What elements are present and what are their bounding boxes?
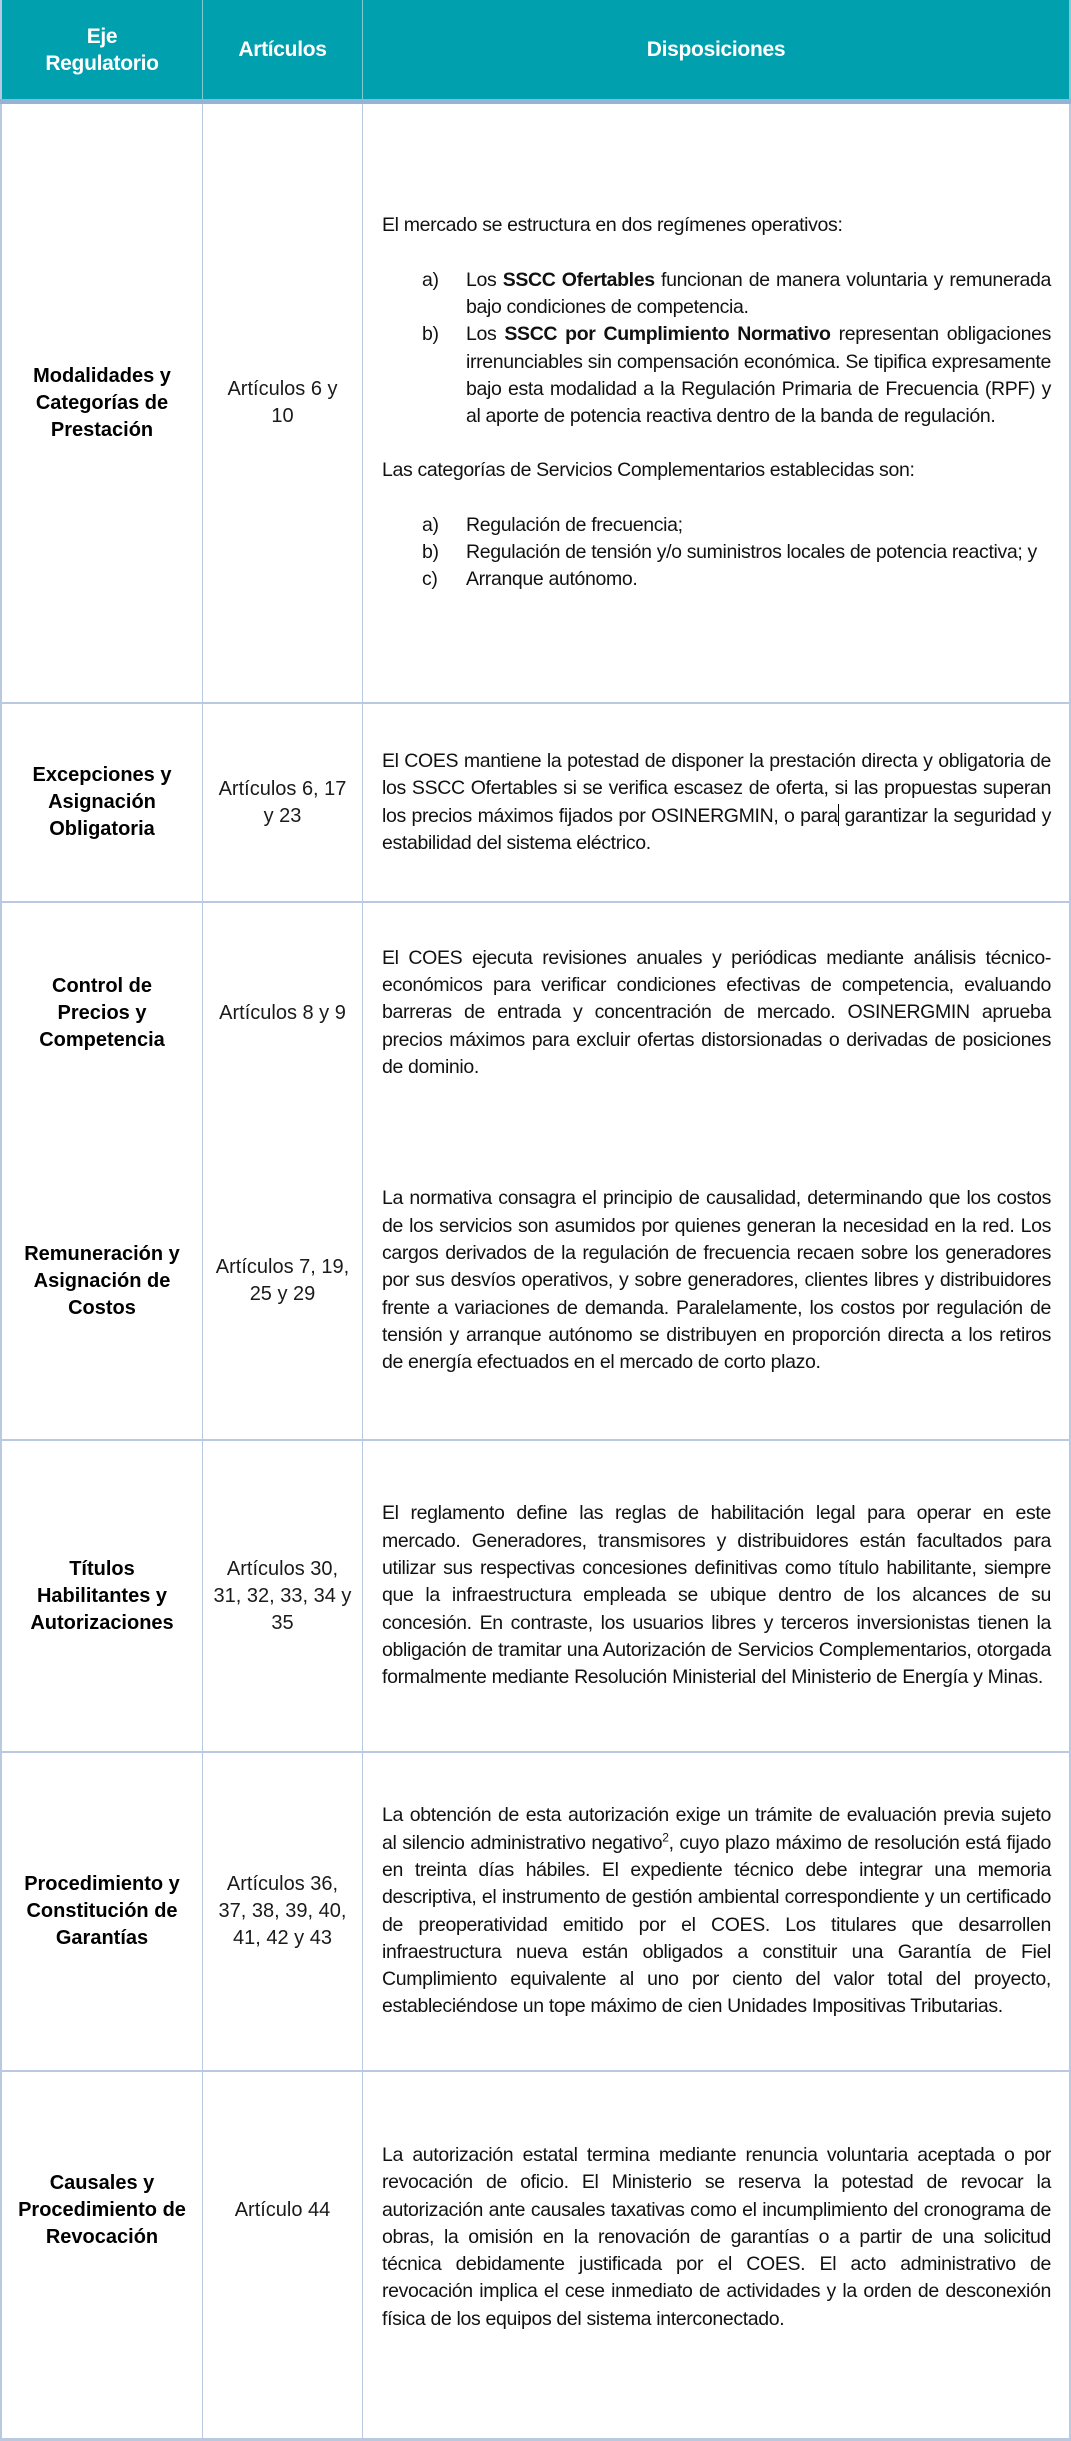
disposiciones-text: El reglamento define las reglas de habilitación legal para operar en este mercado. Generadores, transmisores y distribuidores están facultados para utilizar sus respectivas concesiones definitivas como título habilitante, siempre que la infraestructura empleada se ubique dentro de los alcances de su concesión. En contraste, los usuarios libres y terceros inversionistas tienen la obligación de tramitar una Autorización de Servicios Complementarios, otorgada formalmente mediante Resolución Ministerial del Ministerio de Energía y Minas. — [382, 1502, 1051, 1689]
header-eje-line2: Regulatorio — [45, 51, 159, 75]
articulos-cell — [203, 1123, 363, 1439]
table-row — [0, 2072, 1071, 2441]
table-row — [0, 1753, 1071, 2072]
list-item: b) Los SSCC por Cumplimiento Normativo representan obligaciones irrenunciables sin compensación económica. Se tipifica expresamente bajo esta modalidad a la Regulación Primaria de Frecuencia (RPF) y al aporte de potencia reactiva dentro de la banda de regulación. — [422, 323, 1051, 428]
eje-cell — [0, 1753, 203, 2070]
articulos-label: Artículos 8 y 9 — [219, 1001, 346, 1024]
list-marker: a) — [422, 268, 439, 291]
table-row — [0, 903, 1071, 1123]
articulos-label: Artículos 6, 17 y 23 — [218, 777, 347, 827]
eje-label: Modalidades y Categorías de Prestación — [33, 364, 171, 441]
list-marker: a) — [422, 513, 439, 536]
disposiciones-text: La autorización estatal termina mediante renuncia voluntaria aceptada o por revocación de oficio. El Ministerio se reserva la potestad de revocar la autorización ante causales taxativas como el incumplimiento del cronograma de obras, la omisión en la renovación de garantías o a partir de una solicitud técnica debidamente justificada por el COES. El acto administrativo de revocación implica el cese inmediato de actividades y la orden de desconexión física de los equipos del sistema interconectado. — [382, 2144, 1051, 2330]
footnote-ref[interactable]: 2 — [662, 1830, 669, 1845]
articulos-cell — [203, 104, 363, 702]
regimenes-intro: El mercado se estructura en dos regímenes operativos: — [382, 214, 843, 237]
table-row — [0, 104, 1071, 704]
articulos-label: Artículos 6 y 10 — [227, 378, 338, 427]
articulos-label: Artículos 36, 37, 38, 39, 40, 41, 42 y 43 — [218, 1873, 347, 1949]
list-item: c) Arranque autónomo. — [382, 566, 1051, 593]
articulos-cell — [203, 704, 363, 901]
eje-label: Causales y Procedimiento de Revocación — [18, 2172, 186, 2248]
eje-label: Procedimiento y Constitución de Garantías — [24, 1873, 180, 1949]
disposiciones-cell — [363, 704, 1071, 901]
eje-cell — [0, 104, 203, 702]
eje-cell — [0, 1123, 203, 1439]
table-row — [0, 704, 1071, 903]
articulos-cell — [203, 1753, 363, 2070]
eje-cell — [0, 903, 203, 1123]
table-row — [0, 1123, 1071, 1441]
articulos-cell — [203, 2072, 363, 2438]
header-cell-disposiciones — [363, 0, 1071, 99]
header-cell-eje — [0, 0, 203, 99]
articulos-label: Artículos 7, 19, 25 y 29 — [215, 1256, 350, 1305]
eje-label: Remuneración y Asignación de Costos — [24, 1242, 180, 1319]
eje-label: Títulos Habilitantes y Autorizaciones — [30, 1557, 174, 1634]
disposiciones-cell — [363, 1123, 1071, 1439]
articulos-label: Artículo 44 — [234, 2199, 331, 2221]
header-articulos: Artículos — [238, 38, 327, 61]
header-cell-articulos — [203, 0, 363, 99]
header-disposiciones: Disposiciones — [646, 38, 786, 61]
articulos-cell — [203, 1441, 363, 1751]
list-item: a) Regulación de frecuencia; — [382, 512, 1051, 539]
disposiciones-text: El COES mantiene la potestad de disponer la prestación directa y obligatoria de los SSCC Ofertables si se verifica escasez de oferta, si las propuestas superan los precios máximos fijados por OSINERGMIN, o para garantizar la seguridad y estabilidad del sistema eléctrico. — [382, 749, 1051, 854]
eje-label: Control de Precios y Competencia — [39, 974, 165, 1051]
eje-cell — [0, 704, 203, 901]
list-marker: b) — [422, 541, 439, 564]
disposiciones-text: El COES ejecuta revisiones anuales y periódicas mediante análisis técnico-económicos para verificar condiciones efectivas de competencia, evaluando barreras de entrada y concentración de mercado. OSINERGMIN aprueba precios máximos para excluir ofertas distorsionadas o derivadas de posiciones de dominio. — [382, 946, 1051, 1078]
disposiciones-cell — [363, 2072, 1071, 2438]
header-eje-line1: Eje — [86, 24, 118, 48]
articulos-cell — [203, 903, 363, 1123]
disposiciones-text — [363, 212, 1069, 593]
disposiciones-cell — [363, 1753, 1071, 2070]
eje-cell — [0, 1441, 203, 1751]
table-header — [0, 0, 1071, 104]
bold-term: SSCC Ofertables — [502, 268, 655, 291]
list-item: b) Regulación de tensión y/o suministros locales de potencia reactiva; y — [382, 539, 1051, 566]
eje-label: Excepciones y Asignación Obligatoria — [32, 764, 172, 840]
disposiciones-text: La normativa consagra el principio de causalidad, determinando que los costos de los servicios son asumidos por quienes generan la necesidad en la red. Los cargos derivados de la regulación de frecuencia recaen sobre los generadores por sus desvíos operativos, y sobre generadores, clientes libres y distribuidores frente a variaciones de demanda. Paralelamente, los costos por regulación de tensión y arranque autónomo se distribuyen en proporción directa a los retiros de energía efectuados en el mercado de corto plazo. — [382, 1187, 1051, 1374]
list-item: a) Los SSCC Ofertables funcionan de manera voluntaria y remunerada bajo condiciones de competencia. — [422, 268, 1051, 318]
eje-cell — [0, 2072, 203, 2438]
table-row — [0, 1441, 1071, 1753]
list-marker: b) — [422, 323, 439, 346]
categorias-intro: Las categorías de Servicios Complementarios establecidas son: — [382, 459, 915, 482]
disposiciones-text: La obtención de esta autorización exige un trámite de evaluación previa sujeto al silencio administrativo negativo$^2$, cuyo plazo máximo de resolución está fijado en treinta días hábiles. El expediente técnico debe integrar una memoria descriptiva, el instrumento de gestión ambiental correspondiente y un certificado de preoperatividad emitido por el COES. Los titulares que desarrollen infraestructura nueva están obligados a constituir una Garantía de Fiel Cumplimiento equivalente al uno por ciento del valor total del proyecto, estableciéndose un tope máximo de cien Unidades Impositivas Tributarias. — [382, 1804, 1051, 2018]
disposiciones-cell — [363, 1441, 1071, 1751]
articulos-label: Artículos 30, 31, 32, 33, 34 y 35 — [213, 1557, 352, 1634]
list-marker: c) — [422, 568, 438, 591]
categorias-list — [382, 512, 1051, 594]
bold-term: SSCC por Cumplimiento Normativo — [504, 323, 831, 346]
disposiciones-cell — [363, 104, 1071, 702]
regimenes-list — [382, 267, 1051, 431]
disposiciones-cell — [363, 903, 1071, 1123]
